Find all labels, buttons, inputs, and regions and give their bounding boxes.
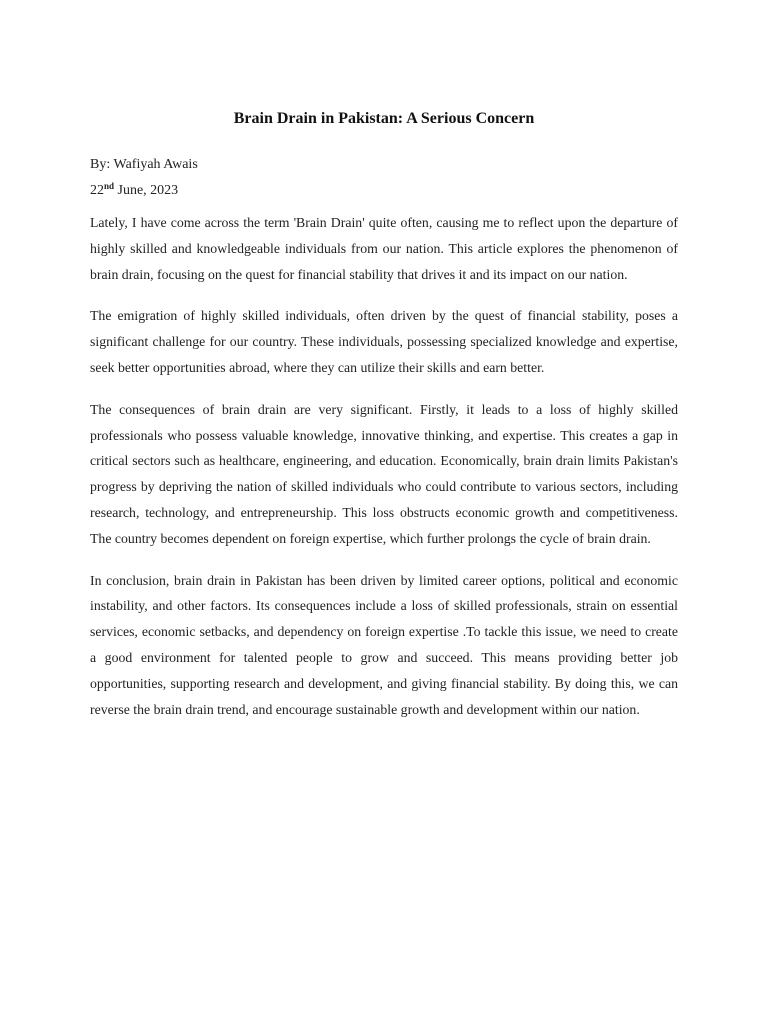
paragraph-consequences: The consequences of brain drain are very significant. Firstly, it leads to a loss of highly skilled professionals who possess valuable knowledge, innovative thinking, and expertise. This creates a gap in critical sectors such as healthcare, engineering, and education. Economically, brain drain limits Pakistan's progress by depriving the nation of skilled individuals who could contribute to various sectors, including research, technology, and entrepreneurship. This loss obstructs economic growth and competitiveness. The country becomes dependent on foreign expertise, which further prolongs the cycle of brain drain. [90,401,678,546]
publication-date [90,178,678,204]
byline: By: Wafiyah Awais [90,157,198,172]
date-suffix: nd [104,181,115,191]
paragraph-emigration: The emigration of highly skilled individuals, often driven by the quest of financial stability, poses a significant challenge for our country. These individuals, possessing specialized knowledge and expertise, seek better opportunities abroad, where they can utilize their skills and earn better. [90,308,678,375]
date-month-year: June, 2023 [114,183,179,198]
document-title: Brain Drain in Pakistan: A Serious Concern [233,110,535,127]
paragraph-intro: Lately, I have come across the term 'Brain Drain' quite often, causing me to reflect upon the departure of highly skilled and knowledgeable individuals from our nation. This article explores the phenomenon of brain drain, focusing on the quest for financial stability that drives it and its impact on our nation. [90,215,678,282]
date-day: 22 [90,183,104,198]
document-page [90,100,678,738]
paragraph-conclusion: In conclusion, brain drain in Pakistan has been driven by limited career options, political and economic instability, and other factors. Its consequences include a loss of skilled professionals, strain on essential services, economic setbacks, and dependency on foreign expertise .To tackle this issue, we need to create a good environment for talented people to grow and succeed. This means providing better job opportunities, supporting research and development, and giving financial stability. By doing this, we can reverse the brain drain trend, and encourage sustainable growth and development within our nation. [90,572,678,717]
